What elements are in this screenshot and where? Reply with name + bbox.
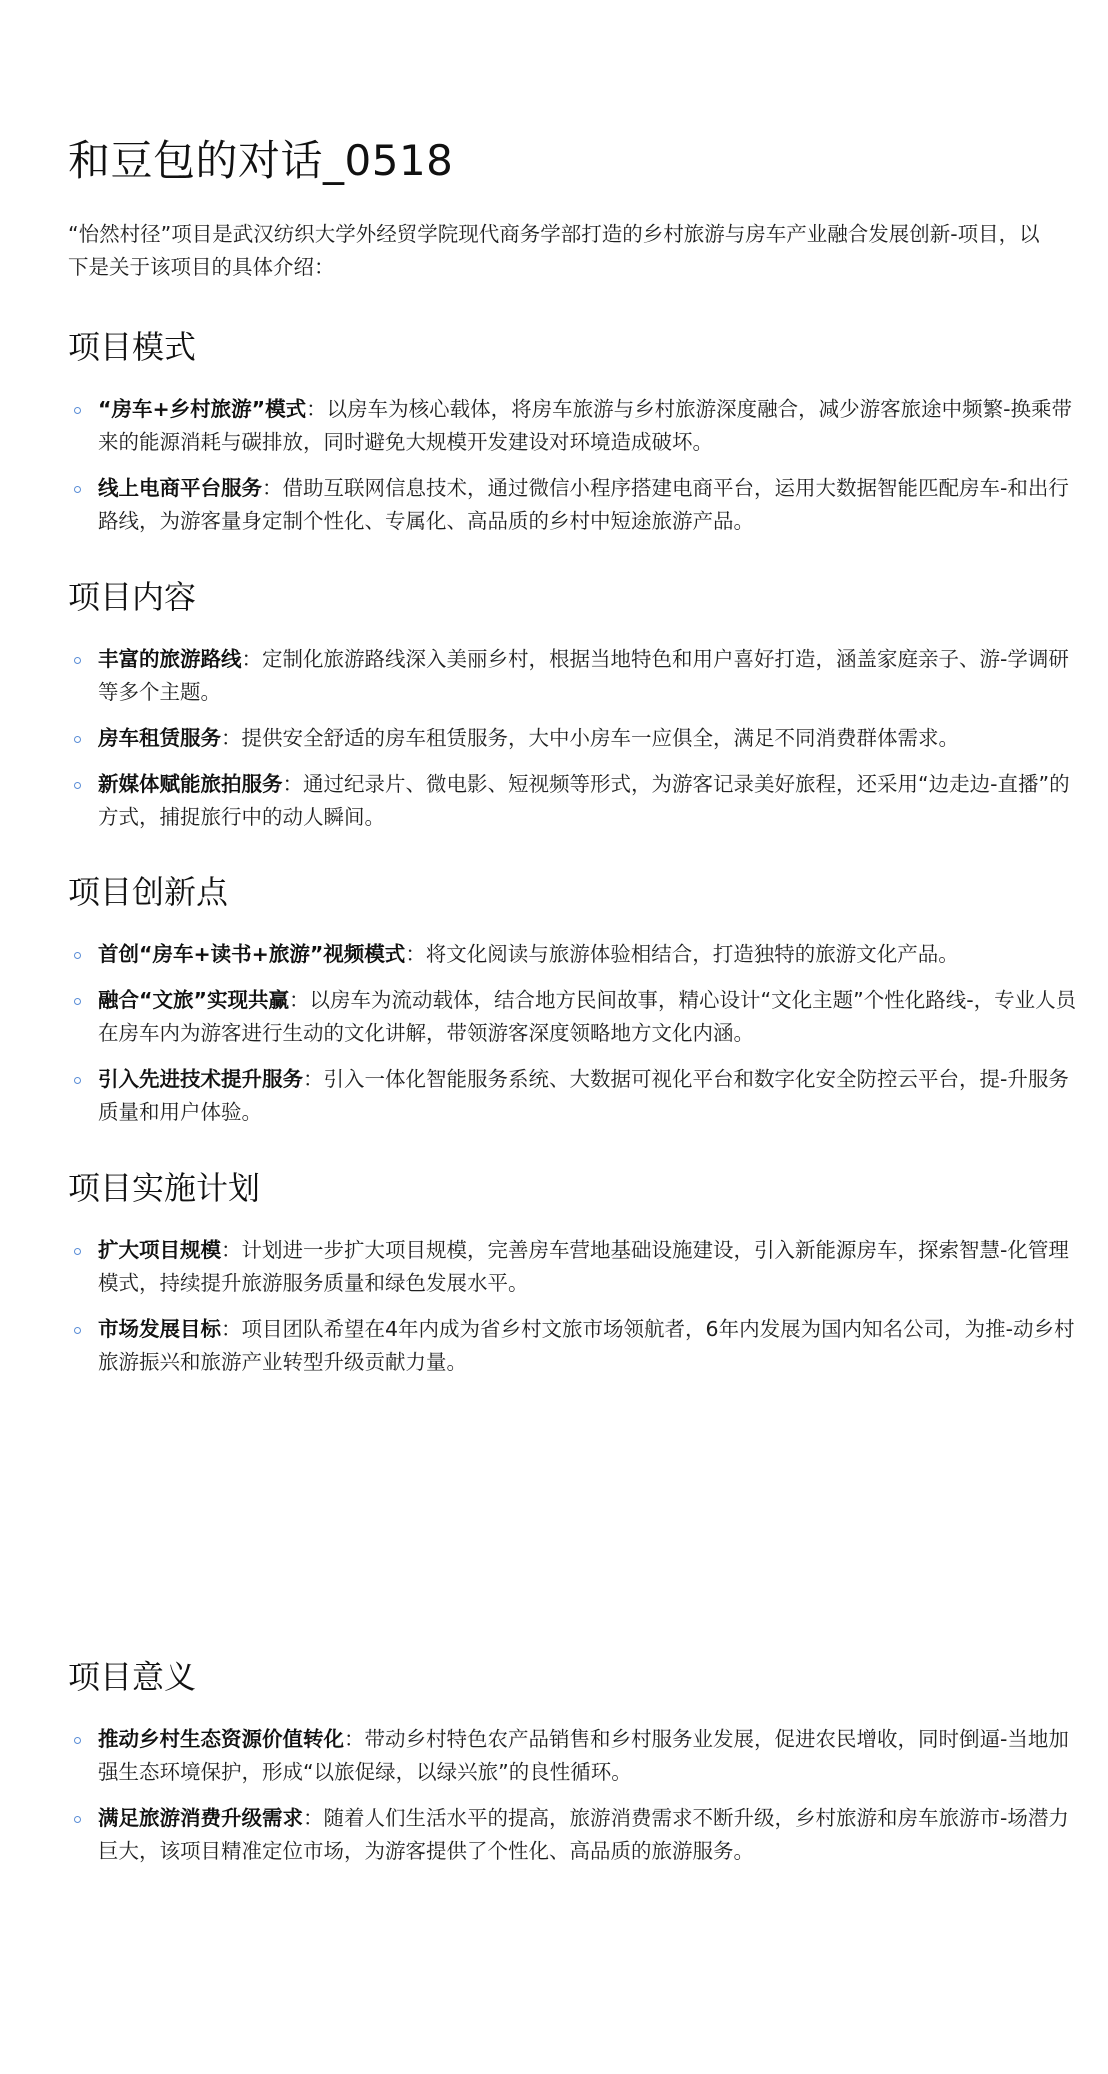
list-item	[68, 1802, 1078, 1868]
intro-paragraph: “怡然村径”项目是武汉纺织大学外经贸学院现代商务学部打造的乡村旅游与房车产业融合发展创新-项目，以下是关于该项目的具体介绍：	[68, 222, 1040, 279]
page-title: 和豆包的对话_0518	[68, 136, 454, 185]
item-text: ：将文化阅读与旅游体验相结合，打造独特的旅游文化产品。	[405, 942, 959, 966]
item-label: 推动乡村生态资源价值转化	[98, 1727, 344, 1751]
bullet-list	[68, 1723, 1078, 1868]
bullet-list	[68, 938, 1078, 1129]
item-label: 房车租赁服务	[98, 726, 221, 750]
item-label: 丰富的旅游路线	[98, 647, 242, 671]
list-item	[68, 984, 1078, 1050]
item-text: ：引入一体化智能服务系统、大数据可视化平台和数字化安全防控云平台，提-升服务质量和用户体验。	[98, 1067, 1069, 1124]
section-project-content	[68, 577, 1078, 847]
item-label: 新媒体赋能旅拍服务	[98, 772, 283, 796]
bullet-circle-icon	[74, 952, 81, 959]
bullet-circle-icon	[74, 782, 81, 789]
item-label: 融合“文旅”实现共赢	[98, 988, 289, 1012]
section-heading: 项目内容	[68, 578, 197, 616]
section-innovation-points	[68, 872, 1078, 1142]
item-text: ：带动乡村特色农产品销售和乡村服务业发展，促进农民增收，同时倒逼-当地加强生态环境保护，形成“以旅促绿，以绿兴旅”的良性循环。	[98, 1727, 1069, 1784]
item-text: ：定制化旅游路线深入美丽乡村，根据当地特色和用户喜好打造，涵盖家庭亲子、游-学调研等多个主题。	[98, 647, 1069, 704]
item-text: ：以房车为核心载体，将房车旅游与乡村旅游深度融合，减少游客旅途中频繁-换乘带来的能源消耗与碳排放，同时避免大规模开发建设对环境造成破坏。	[98, 397, 1073, 454]
item-label: 线上电商平台服务	[98, 476, 262, 500]
list-item	[68, 1723, 1078, 1789]
bullet-circle-icon	[74, 1077, 81, 1084]
section-heading: 项目模式	[68, 328, 197, 366]
bullet-circle-icon	[74, 736, 81, 743]
list-item	[68, 768, 1078, 834]
item-label: 扩大项目规模	[98, 1238, 221, 1262]
bullet-circle-icon	[74, 486, 81, 493]
item-label: 首创“房车+读书+旅游”视频模式	[98, 942, 406, 966]
bullet-circle-icon	[74, 998, 81, 1005]
bullet-circle-icon	[74, 1248, 81, 1255]
item-label: 引入先进技术提升服务	[98, 1067, 303, 1091]
item-label: 市场发展目标	[98, 1317, 221, 1341]
bullet-circle-icon	[74, 1327, 81, 1334]
item-text: ：随着人们生活水平的提高，旅游消费需求不断升级，乡村旅游和房车旅游市-场潜力巨大，该项目精准定位市场，为游客提供了个性化、高品质的旅游服务。	[98, 1806, 1069, 1863]
bullet-circle-icon	[74, 1816, 81, 1823]
bullet-list	[68, 393, 1078, 538]
bullet-circle-icon	[74, 1737, 81, 1744]
item-text: ：通过纪录片、微电影、短视频等形式，为游客记录美好旅程，还采用“边走边-直播”的方式，捕捉旅行中的动人瞬间。	[98, 772, 1070, 829]
list-item	[68, 393, 1078, 459]
item-text: ：以房车为流动载体，结合地方民间故事，精心设计“文化主题”个性化路线-，专业人员在房车内为游客进行生动的文化讲解，带领游客深度领略地方文化内涵。	[98, 988, 1077, 1045]
item-label: 满足旅游消费升级需求	[98, 1806, 303, 1830]
section-project-mode	[68, 327, 1078, 551]
bullet-circle-icon	[74, 657, 81, 664]
section-project-significance	[68, 1657, 1078, 1881]
bullet-circle-icon	[74, 407, 81, 414]
section-implementation-plan	[68, 1168, 1078, 1392]
section-heading: 项目意义	[68, 1658, 197, 1696]
section-heading: 项目创新点	[68, 873, 229, 911]
list-item	[68, 1313, 1078, 1379]
section-heading: 项目实施计划	[68, 1169, 261, 1207]
item-text: ：借助互联网信息技术，通过微信小程序搭建电商平台，运用大数据智能匹配房车-和出行路线，为游客量身定制个性化、专属化、高品质的乡村中短途旅游产品。	[98, 476, 1069, 533]
list-item	[68, 472, 1078, 538]
item-text: ：项目团队希望在4年内成为省乡村文旅市场领航者，6年内发展为国内知名公司，为推-动乡村旅游振兴和旅游产业转型升级贡献力量。	[98, 1317, 1075, 1374]
item-label: “房车+乡村旅游”模式	[98, 397, 307, 421]
bullet-list	[68, 1234, 1078, 1379]
item-text: ：提供安全舒适的房车租赁服务，大中小房车一应俱全，满足不同消费群体需求。	[221, 726, 959, 750]
list-item	[68, 938, 1078, 971]
list-item	[68, 722, 1078, 755]
bullet-list	[68, 643, 1078, 834]
list-item	[68, 1234, 1078, 1300]
list-item	[68, 1063, 1078, 1129]
list-item	[68, 643, 1078, 709]
item-text: ：计划进一步扩大项目规模，完善房车营地基础设施建设，引入新能源房车，探索智慧-化管理模式，持续提升旅游服务质量和绿色发展水平。	[98, 1238, 1069, 1295]
